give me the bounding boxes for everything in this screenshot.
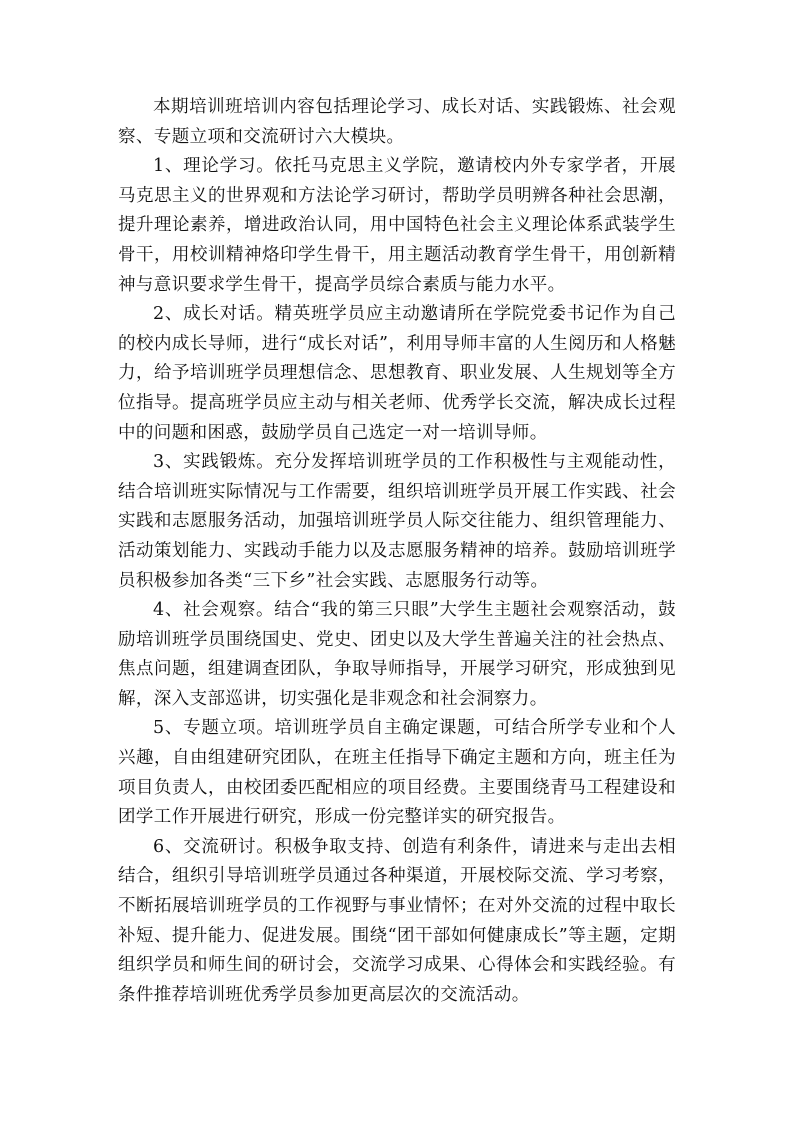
social-observation-paragraph: 4、社会观察。结合“我的第三只眼”大学生主题社会观察活动，鼓励培训班学员围绕国史、党史、团史以及大学生普遍关注的社会热点、焦点问题，组建调查团队，争取导师指导，开展学习研究，形成独到见解，深入支部巡讲，切实强化是非观念和社会洞察力。 [118,600,676,709]
exchange-seminar-paragraph: 6、交流研讨。积极争取支持、创造有利条件，请进来与走出去相结合，组织引导培训班学员通过各种渠道，开展校际交流、学习考察，不断拓展培训班学员的工作视野与事业情怀；在对外交流的过程中取长补短、提升能力、促进发展。围绕“团干部如何健康成长”等主题，定期组织学员和师生间的研讨会，交流学习成果、心得体会和实践经验。有条件推荐培训班优秀学员参加更高层次的交流活动。 [118,836,676,1005]
document-body [118,93,676,1010]
intro-paragraph: 本期培训班培训内容包括理论学习、成长对话、实践锻炼、社会观察、专题立项和交流研讨六大模块。 [118,97,676,147]
practice-training-paragraph: 3、实践锻炼。充分发挥培训班学员的工作积极性与主观能动性，结合培训班实际情况与工作需要，组织培训班学员开展工作实践、社会实践和志愿服务活动，加强培训班学员人际交往能力、组织管理能力、活动策划能力、实践动手能力以及志愿服务精神的培养。鼓励培训班学员积极参加各类“三下乡”社会实践、志愿服务行动等。 [118,452,676,591]
project-setup-paragraph: 5、专题立项。培训班学员自主确定课题，可结合所学专业和个人兴趣，自由组建研究团队，在班主任指导下确定主题和方向，班主任为项目负责人，由校团委匹配相应的项目经费。主要围绕青马工程建设和团学工作开展进行研究，形成一份完整详实的研究报告。 [118,718,676,828]
theory-study-paragraph: 1、理论学习。依托马克思主义学院，邀请校内外专家学者，开展马克思主义的世界观和方法论学习研讨，帮助学员明辨各种社会思潮，提升理论素养，增进政治认同，用中国特色社会主义理论体系武装学生骨干，用校训精神烙印学生骨干，用主题活动教育学生骨干，用创新精神与意识要求学生骨干，提高学员综合素质与能力水平。 [118,156,676,295]
growth-dialogue-paragraph: 2、成长对话。精英班学员应主动邀请所在学院党委书记作为自己的校内成长导师，进行“成长对话”，利用导师丰富的人生阅历和人格魅力，给予培训班学员理想信念、思想教育、职业发展、人生规划等全方位指导。提高班学员应主动与相关老师、优秀学长交流，解决成长过程中的问题和困惑，鼓励学员自己选定一对一培训导师。 [118,304,676,443]
